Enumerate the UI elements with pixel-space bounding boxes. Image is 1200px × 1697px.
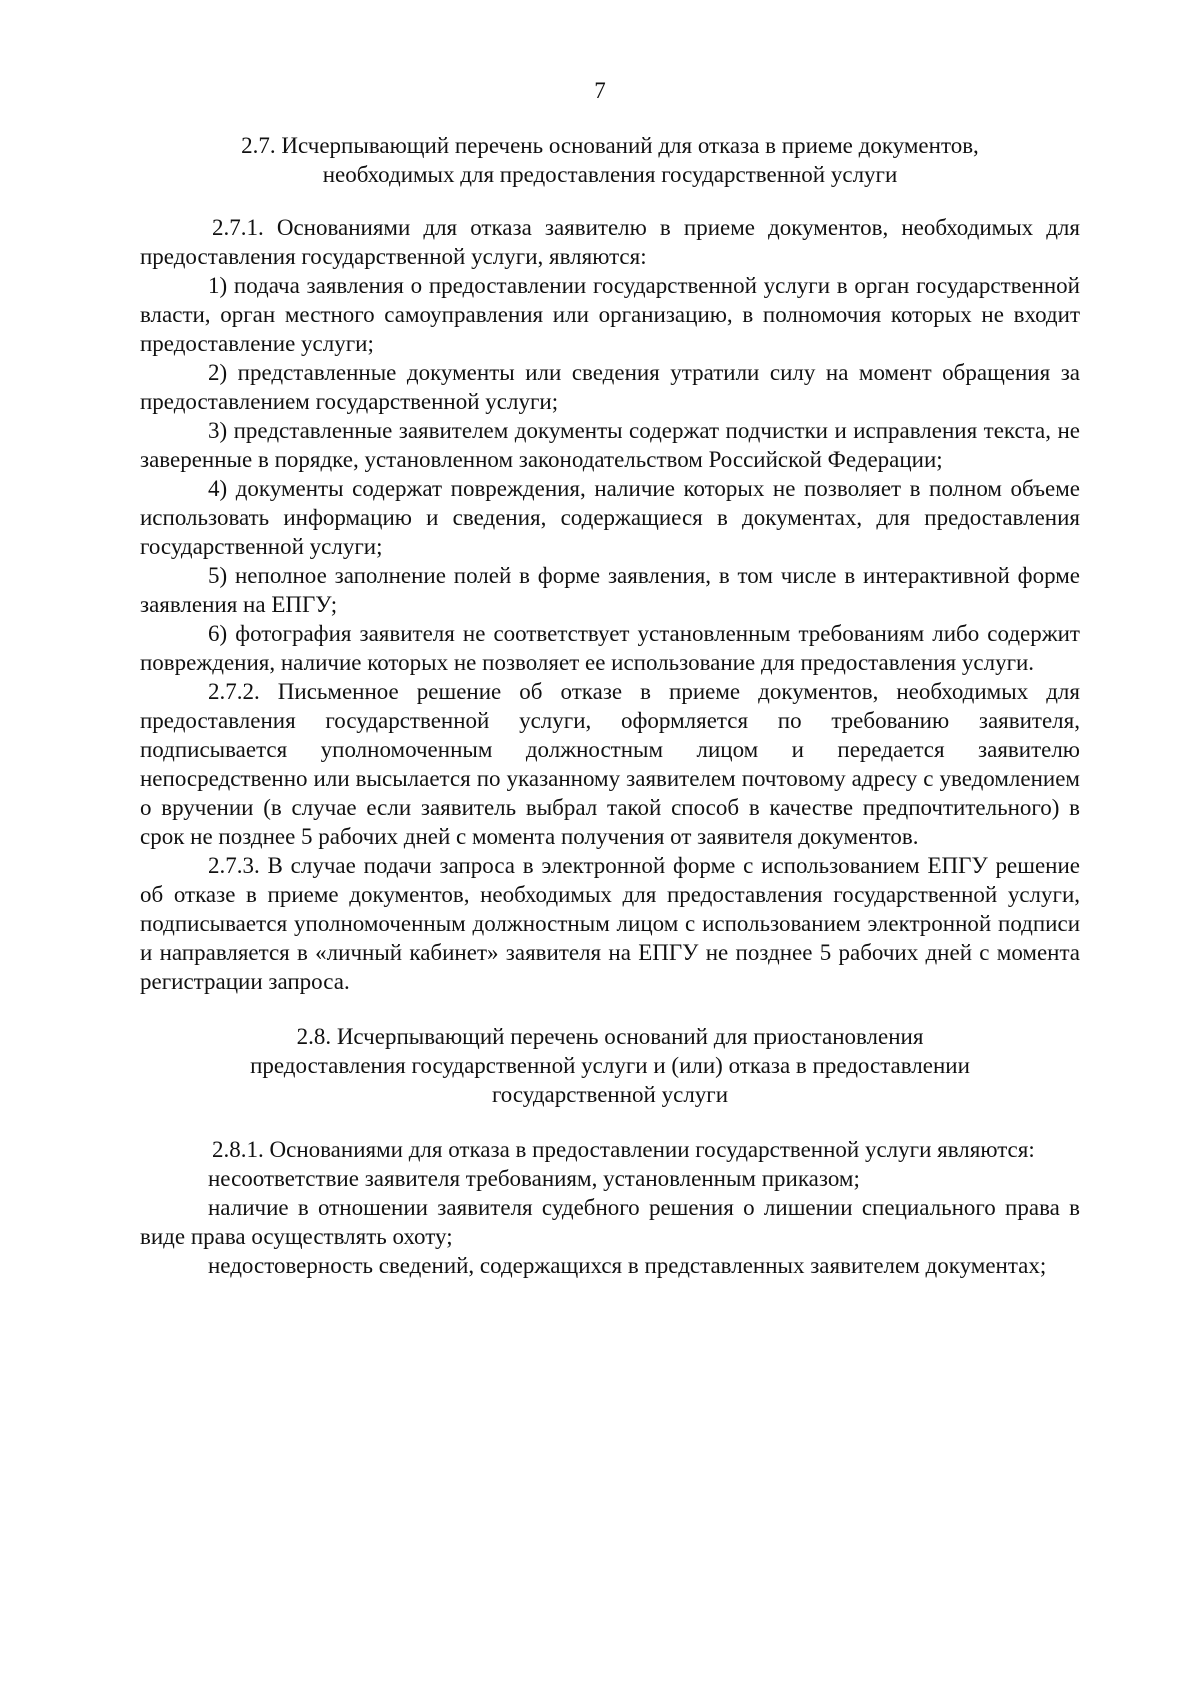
heading-line: необходимых для предоставления государственной услуги (322, 162, 898, 187)
page-number: 7 (594, 78, 606, 103)
paragraph-2-8-1: 2.8.1. Основаниями для отказа в предоставлении государственной услуги являются: (212, 1137, 1035, 1162)
section-2-7-heading (140, 131, 1080, 189)
refusal-reason-item: наличие в отношении заявителя судебного решения о лишении специального права в виде права осуществлять охоту; (140, 1195, 1080, 1249)
refusal-reason-item: недостоверность сведений, содержащихся в представленных заявителем документах; (208, 1253, 1047, 1278)
document-body (140, 131, 1080, 1280)
list-item-2: 2) представленные документы или сведения утратили силу на момент обращения за предоставлением государственной услуги; (140, 360, 1080, 414)
heading-line: государственной услуги (491, 1082, 729, 1107)
list-item-3: 3) представленные заявителем документы содержат подчистки и исправления текста, не заверенные в порядке, установленном законодательством Российской Федерации; (140, 418, 1080, 472)
paragraph-2-7-2: 2.7.2. Письменное решение об отказе в приеме документов, необходимых для предоставления государственной услуги, оформляется по требованию заявителя, подписывается уполномоченным должностным лицом и передается заявителю непосредственно или высылается по указанному заявителем почтовому адресу с уведомлением о вручении (в случае если заявитель выбрал такой способ в качестве предпочтительного) в срок не позднее 5 рабочих дней с момента получения от заявителя документов. (140, 679, 1080, 849)
list-item-4: 4) документы содержат повреждения, наличие которых не позволяет в полном объеме использовать информацию и сведения, содержащиеся в документах, для предоставления государственной услуги; (140, 476, 1080, 559)
heading-line: предоставления государственной услуги и (или) отказа в предоставлении (250, 1053, 970, 1078)
paragraph-2-7-3: 2.7.3. В случае подачи запроса в электронной форме с использованием ЕПГУ решение об отказе в приеме документов, необходимых для предоставления государственной услуги, подписывается уполномоченным должностным лицом с использованием электронной подписи и направляется в «личный кабинет» заявителя на ЕПГУ не позднее 5 рабочих дней с момента регистрации запроса. (140, 853, 1080, 994)
heading-line: 2.8. Исчерпывающий перечень оснований для приостановления (296, 1024, 924, 1049)
paragraph-2-7-1: 2.7.1. Основаниями для отказа заявителю в приеме документов, необходимых для предоставления государственной услуги, являются: (140, 215, 1080, 269)
list-item-1: 1) подача заявления о предоставлении государственной услуги в орган государственной власти, орган местного самоуправления или организацию, в полномочия которых не входит предоставление услуги; (140, 273, 1080, 356)
list-item-6: 6) фотография заявителя не соответствует установленным требованиям либо содержит повреждения, наличие которых не позволяет ее использование для предоставления услуги. (140, 621, 1080, 675)
heading-line: 2.7. Исчерпывающий перечень оснований для отказа в приеме документов, (241, 133, 979, 158)
refusal-reason-item: несоответствие заявителя требованиям, установленным приказом; (208, 1166, 860, 1191)
section-2-8-heading (140, 1022, 1080, 1109)
list-item-5: 5) неполное заполнение полей в форме заявления, в том числе в интерактивной форме заявления на ЕПГУ; (140, 563, 1080, 617)
